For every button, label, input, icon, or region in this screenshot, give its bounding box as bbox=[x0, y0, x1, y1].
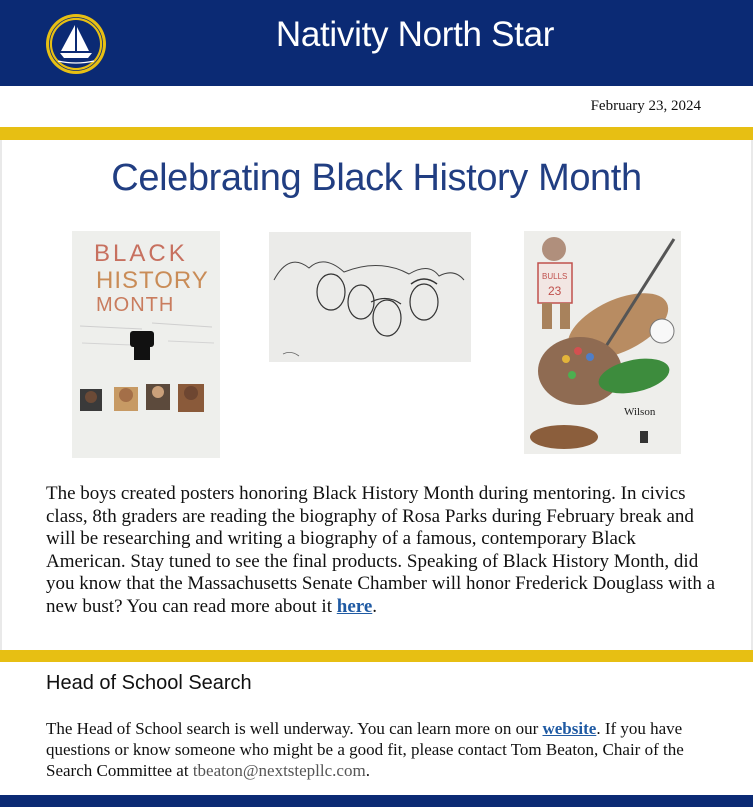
body-paragraph bbox=[46, 483, 716, 618]
search-paragraph bbox=[46, 718, 716, 781]
paragraph-end: . bbox=[372, 595, 378, 617]
jersey-text: BULLS bbox=[542, 272, 568, 281]
jersey-number: 23 bbox=[548, 284, 562, 298]
divider-bar bbox=[0, 127, 753, 140]
paragraph-text: . If you have questions or know someone who might be a good fit, please contact Tom Beaton, Chair of the Search Committee at bbox=[46, 719, 684, 780]
read-more-link[interactable]: here bbox=[336, 595, 373, 617]
contact-email[interactable]: tbeaton@nextstepllc.com bbox=[192, 761, 366, 780]
poster-word-1: BLACK bbox=[94, 240, 188, 267]
header-banner bbox=[0, 0, 753, 86]
poster-word-3: MONTH bbox=[96, 294, 175, 316]
newsletter-title: Nativity North Star bbox=[275, 15, 555, 54]
website-link[interactable]: website bbox=[542, 719, 597, 738]
section-headline: Celebrating Black History Month bbox=[111, 157, 642, 199]
poster-word-2: HISTORY bbox=[96, 267, 209, 294]
paragraph-text: The boys created posters honoring Black History Month during mentoring. In civics class, 8th graders are reading the biography of Rosa Parks during February break and will be researching and writing a biography of a famous, contemporary Black American. Stay tuned to see the final products. Speaking of Black History Month, did you know that the Massachusetts Senate Chamber will honor Frederick Douglass with a new bust? You can read more about it bbox=[46, 483, 716, 617]
drawing-photo bbox=[269, 232, 471, 362]
divider-bar bbox=[0, 650, 753, 662]
paragraph-text: The Head of School search is well underway. You can learn more on our bbox=[46, 719, 543, 738]
paragraph-end: . bbox=[365, 761, 370, 780]
sports-drawing-photo bbox=[524, 231, 681, 454]
frame-line-left bbox=[0, 140, 2, 650]
footer-bar bbox=[0, 795, 753, 807]
section-heading: Head of School Search bbox=[46, 672, 252, 694]
ball-text: Wilson bbox=[624, 406, 656, 418]
issue-date: February 23, 2024 bbox=[590, 98, 701, 114]
poster-photo bbox=[72, 231, 220, 458]
